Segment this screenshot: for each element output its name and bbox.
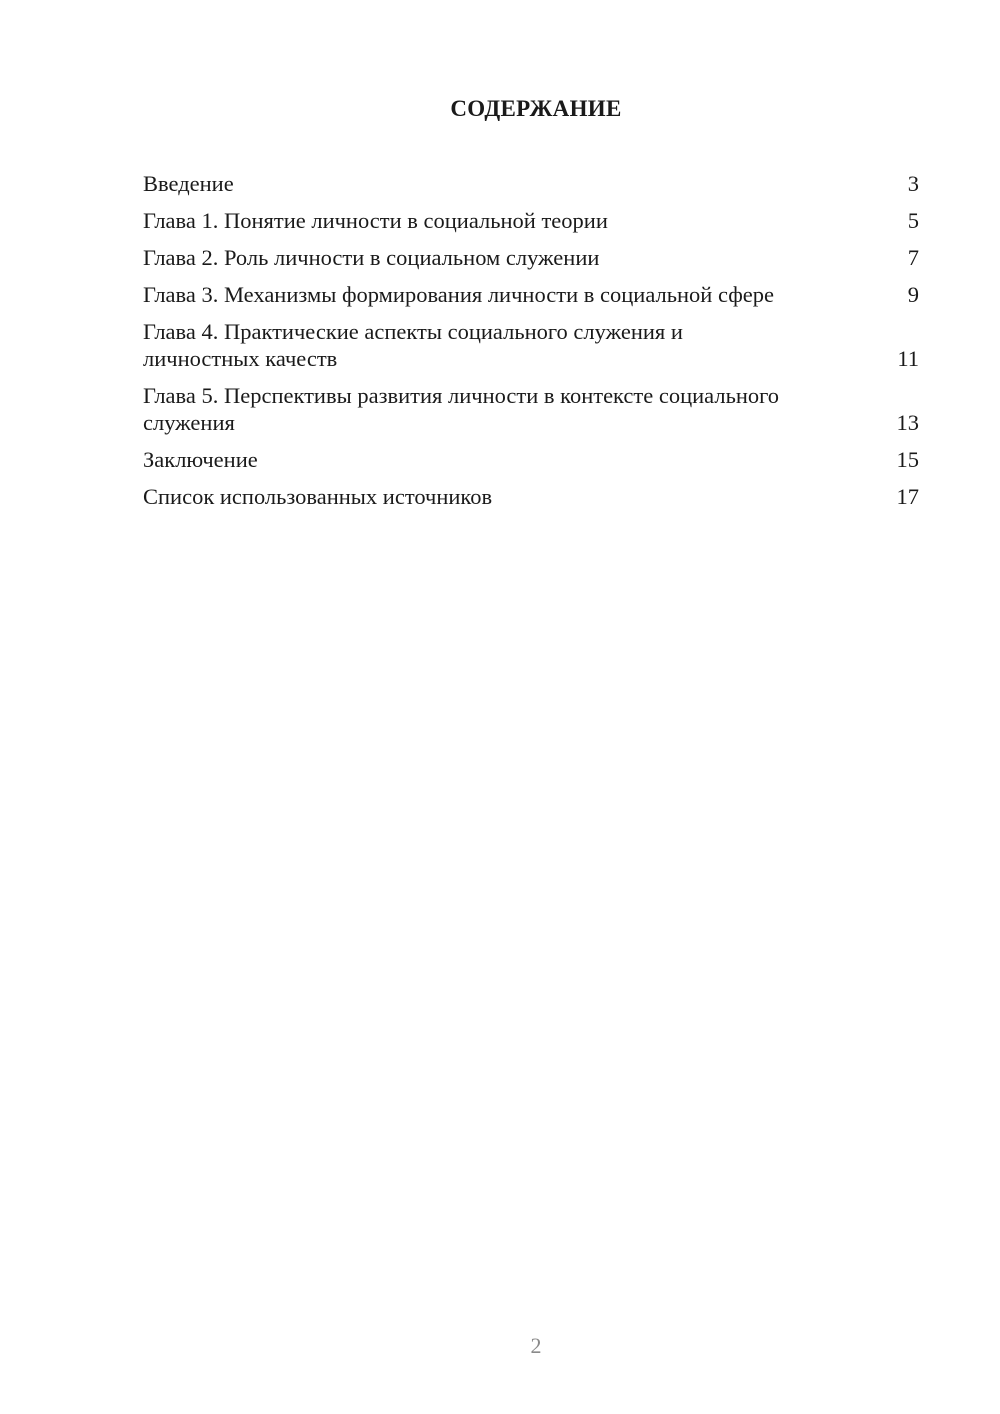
toc-entry-chapter-5 bbox=[143, 382, 919, 436]
toc-entry-title: Глава 5. Перспективы развития личности в контексте социального служения bbox=[143, 383, 780, 435]
toc-entry-page: 7 bbox=[907, 245, 919, 270]
toc-entry-references bbox=[143, 483, 919, 510]
toc-entry-page: 3 bbox=[907, 171, 919, 196]
toc-entry-chapter-3 bbox=[143, 281, 919, 308]
toc-entry-page: 15 bbox=[896, 447, 919, 472]
toc-entry-page: 9 bbox=[907, 282, 919, 307]
toc-entry-page: 11 bbox=[897, 346, 919, 371]
toc-entry-title: Глава 1. Понятие личности в социальной теории bbox=[143, 208, 608, 233]
toc-entry-page: 5 bbox=[907, 208, 919, 233]
toc-entry-page: 17 bbox=[896, 484, 919, 509]
toc-entry-title: Глава 2. Роль личности в социальном служении bbox=[143, 245, 600, 270]
table-of-contents bbox=[143, 170, 919, 520]
toc-entry-page: 13 bbox=[896, 410, 919, 435]
toc-entry-chapter-1 bbox=[143, 207, 919, 234]
page-number: 2 bbox=[530, 1333, 542, 1358]
toc-entry-chapter-4 bbox=[143, 318, 919, 372]
page-title: СОДЕРЖАНИЕ bbox=[450, 96, 622, 121]
toc-entry-title: Введение bbox=[143, 171, 234, 196]
toc-entry-title: Глава 4. Практические аспекты социального служения и личностных качеств bbox=[143, 319, 683, 371]
toc-entry-conclusion bbox=[143, 446, 919, 473]
toc-entry-title: Глава 3. Механизмы формирования личности в социальной сфере bbox=[143, 282, 775, 307]
toc-entry-title: Список использованных источников bbox=[143, 484, 493, 509]
toc-entry-title: Заключение bbox=[143, 447, 258, 472]
toc-entry-introduction bbox=[143, 170, 919, 197]
toc-entry-chapter-2 bbox=[143, 244, 919, 271]
